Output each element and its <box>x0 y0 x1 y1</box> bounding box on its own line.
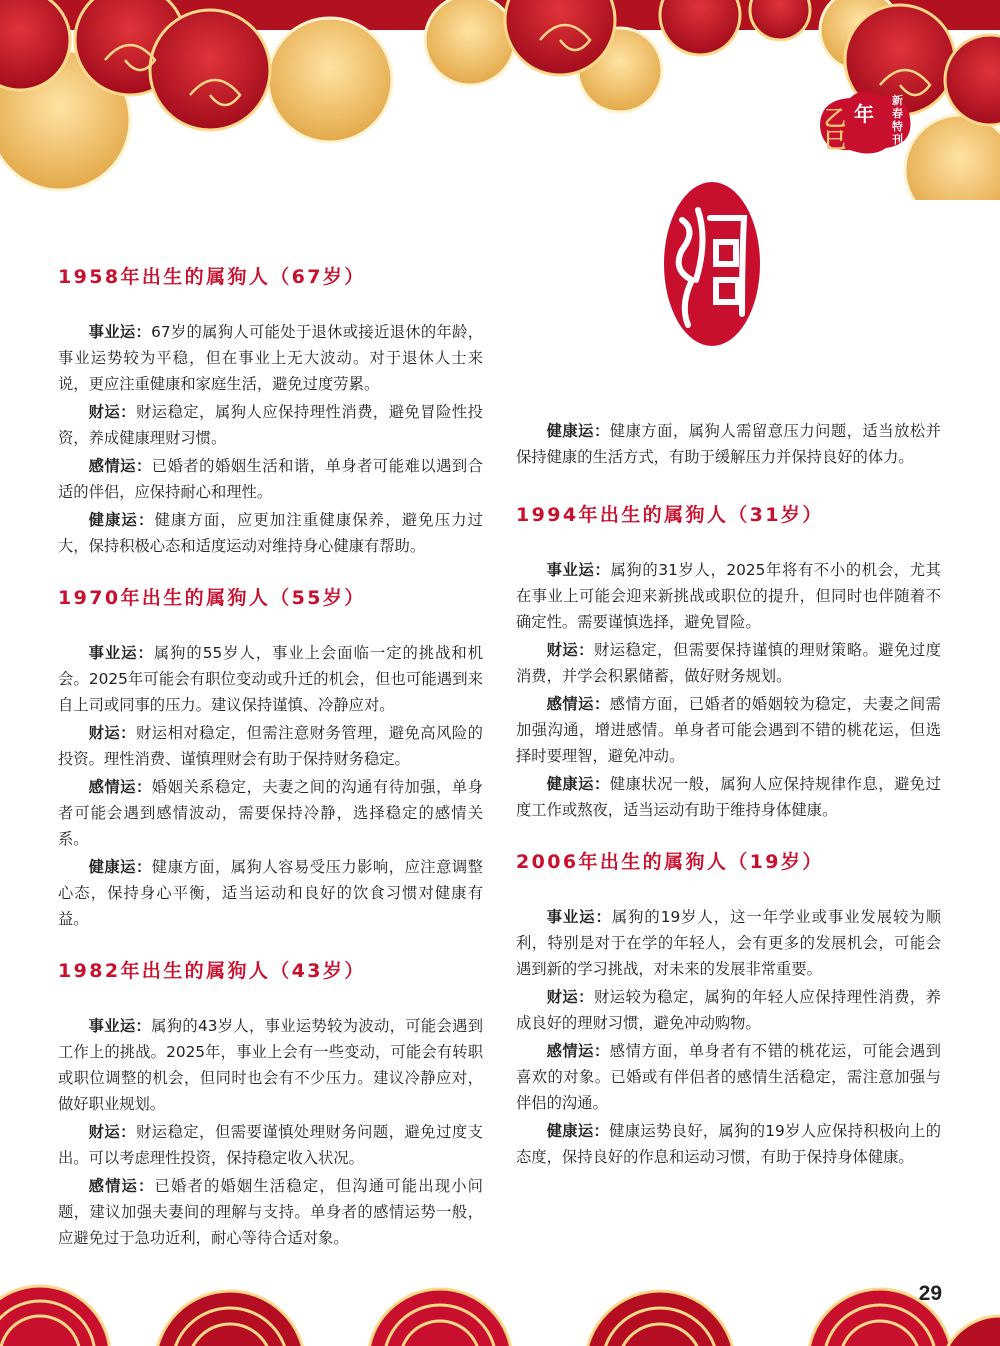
section-1970 <box>58 583 483 932</box>
section-title-1994: 1994年出生的属狗人（31岁） <box>516 504 824 526</box>
section-1982-continued <box>516 418 941 470</box>
section-title-1970: 1970年出生的属狗人（55岁） <box>58 587 366 609</box>
left-column <box>58 262 483 1275</box>
love-text: 感情方面，已婚者的婚姻较为稳定，夫妻之间需加强沟通，增进感情。单身者可能会遇到不错的桃花运，但选择时要理智，避免冲动。 <box>516 695 941 765</box>
section-title-1982: 1982年出生的属狗人（43岁） <box>58 960 366 982</box>
right-column <box>516 418 941 1194</box>
wealth-paragraph-1970 <box>58 720 483 772</box>
career-paragraph-1970 <box>58 640 483 718</box>
career-label: 事业运： <box>546 561 611 579</box>
badge-year-word: 年 <box>854 102 874 126</box>
love-label: 感情运： <box>88 1177 155 1195</box>
wealth-label: 财运： <box>546 988 594 1006</box>
career-text: 属狗的43岁人，事业运势较为波动，可能会遇到工作上的挑战。2025年，事业上会有一些变动，可能会有转职或职位调整的机会，但同时也会有不少压力。建议冷静应对，做好职业规划。 <box>58 1017 483 1113</box>
health-label: 健康运： <box>546 775 610 793</box>
badge-year-characters: 乙巳 <box>824 106 847 154</box>
career-paragraph-2006 <box>516 904 941 982</box>
love-label: 感情运： <box>546 1042 610 1060</box>
section-title-2006: 2006年出生的属狗人（19岁） <box>516 851 824 873</box>
career-label: 事业运： <box>88 323 152 341</box>
section-1958 <box>58 262 483 559</box>
love-label: 感情运： <box>546 695 610 713</box>
wealth-text: 财运稳定，但需要谨慎处理财务问题，避免过度支出。可以考虑理性投资，保持稳定收入状况。 <box>58 1123 483 1167</box>
health-text: 健康状况一般，属狗人应保持规律作息，避免过度工作或熬夜，适当运动有助于维持身体健康。 <box>516 775 941 819</box>
love-label: 感情运： <box>88 457 152 475</box>
wealth-label: 财运： <box>88 403 136 421</box>
health-label: 健康运： <box>88 858 152 876</box>
love-label: 感情运： <box>88 778 152 796</box>
section-title-1958: 1958年出生的属狗人（67岁） <box>58 266 366 288</box>
health-paragraph-2006 <box>516 1118 941 1170</box>
health-text: 健康方面，属狗人需留意压力问题，适当放松并保持健康的生活方式，有助于缓解压力并保持良好的体力。 <box>516 422 941 466</box>
love-text: 感情方面，单身者有不错的桃花运，可能会遇到喜欢的对象。已婚或有伴侣者的感情生活稳定，需注意加强与伴侣的沟通。 <box>516 1042 941 1112</box>
health-text: 健康运势良好，属狗的19岁人应保持积极向上的态度，保持良好的作息和运动习惯，有助于保持身体健康。 <box>516 1122 941 1166</box>
love-text: 已婚者的婚姻生活稳定，但沟通可能出现小问题，建议加强夫妻间的理解与支持。单身者的感情运势一般，应避免过于急功近利，耐心等待合适对象。 <box>58 1177 483 1247</box>
love-text: 婚姻关系稳定，夫妻之间的沟通有待加强，单身者可能会遇到感情波动，需要保持冷静，选择稳定的感情关系。 <box>58 778 483 848</box>
love-paragraph-1982 <box>58 1173 483 1251</box>
love-paragraph-1970 <box>58 774 483 852</box>
career-label: 事业运： <box>88 644 154 662</box>
career-label: 事业运： <box>88 1017 152 1035</box>
love-paragraph-2006 <box>516 1038 941 1116</box>
career-text: 67岁的属狗人可能处于退休或接近退休的年龄，事业运势较为平稳，但在事业上无大波动。对于退休人士来说，更应注重健康和家庭生活，避免过度劳累。 <box>58 323 483 393</box>
career-paragraph-1958 <box>58 319 483 397</box>
badge-special-edition-text: 新春特刊 <box>892 94 903 146</box>
health-text: 健康方面，应更加注重健康保养，避免压力过大，保持积极心态和适度运动对维持身心健康有帮助。 <box>58 511 483 555</box>
health-label: 健康运： <box>546 1122 610 1140</box>
section-2006 <box>516 847 941 1170</box>
dog-seal-stamp-icon <box>662 180 762 348</box>
health-paragraph-1994 <box>516 771 941 823</box>
wave-pattern-footer-decoration <box>0 1266 1000 1346</box>
new-year-special-badge <box>812 88 922 158</box>
career-paragraph-1982 <box>58 1013 483 1117</box>
career-label: 事业运： <box>546 908 612 926</box>
wealth-text: 财运稳定，但需要保持谨慎的理财策略。避免过度消费，并学会积累储蓄，做好财务规划。 <box>516 641 941 685</box>
health-paragraph-1970 <box>58 854 483 932</box>
wealth-text: 财运相对稳定，但需注意财务管理，避免高风险的投资。理性消费、谨慎理财会有助于保持财务稳定。 <box>58 724 483 768</box>
career-paragraph-1994 <box>516 557 941 635</box>
section-1994 <box>516 500 941 823</box>
health-text: 健康方面，属狗人容易受压力影响，应注意调整心态，保持身心平衡，适当运动和良好的饮食习惯对健康有益。 <box>58 858 483 928</box>
love-text: 已婚者的婚姻生活和谐，单身者可能难以遇到合适的伴侣，应保持耐心和理性。 <box>58 457 483 501</box>
wealth-paragraph-1958 <box>58 399 483 451</box>
love-paragraph-1958 <box>58 453 483 505</box>
section-1982 <box>58 956 483 1251</box>
wealth-paragraph-1982 <box>58 1119 483 1171</box>
health-label: 健康运： <box>546 422 610 440</box>
career-text: 属狗的31岁人，2025年将有不小的机会，尤其在事业上可能会迎来新挑战或职位的提升，但同时也伴随着不确定性。需要谨慎选择，避免冒险。 <box>516 561 941 631</box>
wealth-paragraph-2006 <box>516 984 941 1036</box>
love-paragraph-1994 <box>516 691 941 769</box>
wealth-label: 财运： <box>88 724 136 742</box>
health-label: 健康运： <box>88 511 155 529</box>
wealth-text: 财运较为稳定，属狗的年轻人应保持理性消费，养成良好的理财习惯，避免冲动购物。 <box>516 988 941 1032</box>
page-number: 29 <box>918 1282 942 1305</box>
wealth-paragraph-1994 <box>516 637 941 689</box>
health-paragraph-1958 <box>58 507 483 559</box>
wealth-label: 财运： <box>88 1123 136 1141</box>
wealth-text: 财运稳定，属狗人应保持理性消费，避免冒险性投资，养成健康理财习惯。 <box>58 403 483 447</box>
health-paragraph-1982 <box>516 418 941 470</box>
career-text: 属狗的55岁人，事业上会面临一定的挑战和机会。2025年可能会有职位变动或升迁的机会，但也可能遇到来自上司或同事的压力。建议保持谨慎、冷静应对。 <box>58 644 483 714</box>
career-text: 属狗的19岁人，这一年学业或事业发展较为顺利，特别是对于在学的年轻人，会有更多的发展机会，可能会遇到新的学习挑战，对未来的发展非常重要。 <box>516 908 941 978</box>
wealth-label: 财运： <box>546 641 594 659</box>
